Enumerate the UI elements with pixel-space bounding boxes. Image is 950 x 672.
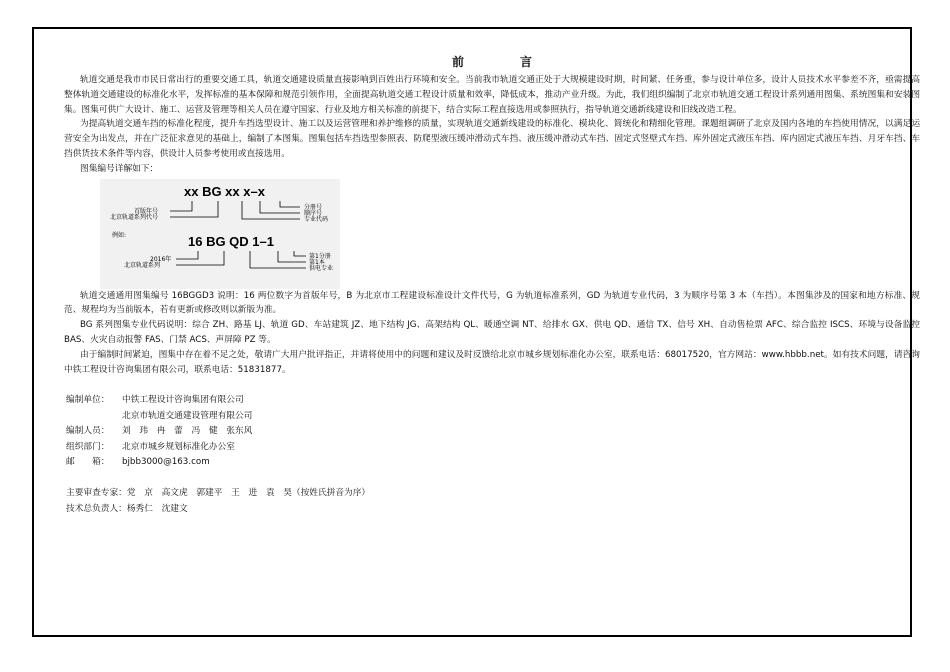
intro-paragraph-2: 为提高轨道交通车挡的标准化程度，提升车挡选型设计、施工以及运营管理和养护维修的质量，实现轨道交通新线建设的标准化、模块化、简统化和精细化管理。课题组调研了北京及国内各地的车挡使用情况，以满足运营安全为出发点，并在广泛征求意见的基础上，编制了本图集。图集包括车挡选型参照表、防爬型液压缓冲滑动式车挡、液压缓冲滑动式车挡、固定式竖壁式车挡、库外固定式液压车挡、库内固定式液压车挡、月牙车挡、车挡供货技术条件等内容，供设计人员参考使用或直接选用。 [64,119,920,159]
staff-row [64,424,920,439]
chief-label: 技术总负责人： [66,503,127,514]
label-power: 供电专业 [309,264,334,272]
experts-names: 党 京 高文虎 郭建平 王 进 袁 昊（按姓氏拼音为序） [126,488,371,499]
chief-row [64,502,920,517]
label-beijing-series: 北京轨道系列 [124,261,161,269]
example-label: 例如: [112,231,127,239]
unit-name-1: 中铁工程设计咨询集团有限公司 [122,395,244,406]
mail-label: 邮 箱： [66,456,110,467]
experts-row [64,486,920,501]
intro-paragraph-1: 轨道交通是我市市民日常出行的重要交通工具，轨道交通建设质量直接影响到百姓出行环境和安全。当前我市轨道交通正处于大规模建设时期，时间紧、任务重，参与设计单位多，设计人员技术水平参差不齐，亟需提高整体轨道交通建设的标准化水平，发挥标准的基本保障和规范引领作用，全面提高轨道交通工程设计质量和效率，降低成本，推动产业升级。为此，我们组织编制了北京市轨道交通工程设计系列通用图集、系统图集和安装图集。图集可供广大设计、施工、运营及管理等相关人员在遵守国家、行业及地方相关标准的前提下，结合实际工程直接选用或参照执行，指导轨道交通新线建设和旧线改造工程。 [64,75,920,115]
page-title: 前 言 [451,55,554,69]
org-name: 北京市城乡规划标准化办公室 [122,441,235,452]
label-first-book: 第1本 [309,258,325,266]
experts-label: 主要审查专家： [66,488,127,499]
chief-names: 杨秀仁 沈建文 [126,503,188,514]
label-series-code: 北京轨道系列代号 [110,213,159,221]
label-discipline: 专业代码 [304,215,329,223]
document-content [64,53,920,517]
numbering-diagram [100,179,340,289]
label-volume: 分册号 [304,203,323,211]
staff-label: 编制人员： [66,426,110,437]
code-template: xx BG xx x–x [184,183,265,199]
numbering-diagram-svg [100,179,340,289]
label-2016: 2016年 [150,255,172,263]
label-sequence: 顺序号 [304,209,323,217]
label-first-year: 首版年号 [134,207,159,215]
mail-address: bjbb3000@163.com [122,456,210,467]
explain-paragraph-1: 轨道交通通用图集编号 16BGGD3 说明：16 两位数字为首版年号，B 为北京市工程建设标准设计文件代号，G 为轨道标准系列，GD 为轨道专业代码，3 为顺序号第 3 本（车挡）。本图集涉及的国家和地方标准、规范、规程均为当前版本，若有更新或修改则以新版为准。 [64,290,920,316]
label-first-volume: 第1分册 [309,252,331,260]
mail-row [64,455,920,470]
org-row [64,440,920,455]
intro-paragraph-3: 图集编号详解如下： [80,163,159,174]
unit-row-1 [64,393,920,408]
explain-paragraph-2: BG 系列图集专业代码说明：综合 ZH、路基 LJ、轨道 GD、车站建筑 JZ、地下结构 JG、高架结构 QL、暖通空调 NT、给排水 GX、供电 QD、通信 TX、信号 XH、自动售检票 AFC、综合监控 ISCS、环境与设备监控 BAS、火灾自动报警 FAS、门禁 ACS、声屏障 PZ 等。 [64,320,920,345]
unit-name-2: 北京市轨道交通建设管理有限公司 [122,410,253,421]
code-example: 16 BG QD 1–1 [188,233,274,249]
org-label: 组织部门： [66,441,110,452]
unit-label: 编制单位： [66,395,110,406]
staff-names: 刘 玮 冉 蕾 冯 健 张东风 [122,426,253,437]
document-frame [32,27,920,637]
explain-paragraph-3: 由于编制时间紧迫，图集中存在着不足之处，敬请广大用户批评指正，并请将使用中的问题和建议及时反馈给北京市城乡规划标准化办公室，联系电话：68017520，官方网站：www.hbbb.net。如有技术问题，请咨询中铁工程设计咨询集团有限公司，联系电话：51831877。 [64,349,920,375]
unit-row-2 [64,409,920,424]
